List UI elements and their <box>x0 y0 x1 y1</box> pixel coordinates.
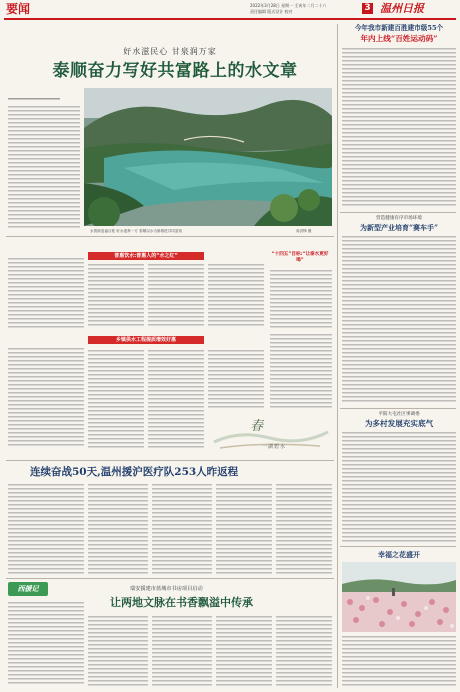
lead-byline <box>8 98 78 102</box>
right-mid-kicker: 营造健康有序市场环境 <box>376 216 422 221</box>
date-line: 2022年3月28日 星期一 壬寅年二月二十六 <box>250 3 327 8</box>
story3-logo <box>8 582 48 596</box>
section-title: 要闻 <box>6 2 31 16</box>
sub-heading-3-text: “十四五”目标:“让泰水更好喝” <box>271 252 329 263</box>
lead-divider <box>6 236 334 237</box>
calligraphy-text: 一湖碧水 <box>262 444 287 450</box>
lead-body-col4 <box>208 264 264 328</box>
photo-feature-title: 幸福之花盛开 <box>378 550 420 559</box>
right-rule-3 <box>340 546 456 547</box>
story2-col4 <box>216 484 272 574</box>
flower-field-image <box>342 562 456 632</box>
masthead <box>0 0 460 20</box>
lead-headline: 泰顺奋力写好共富路上的水文章 <box>52 61 298 81</box>
svg-text:春: 春 <box>250 419 264 434</box>
right-low-kicker: 平阳大屯社区事调委 <box>378 412 420 417</box>
story2-col5 <box>276 484 332 574</box>
photo-credit: 周洪锋 摄 <box>296 229 312 233</box>
story3-col1 <box>8 602 84 686</box>
story2-col1 <box>8 484 84 574</box>
story3-logo-text: 西援记 <box>17 585 39 593</box>
story3-headline: 让两地文脉在书香飘溢中传承 <box>110 596 253 609</box>
right-rule-2 <box>340 408 456 409</box>
lead-body-col7 <box>88 350 144 448</box>
lead-body-col3 <box>148 264 204 328</box>
lead-body-col2 <box>88 264 144 328</box>
lead-body-col10 <box>270 334 332 410</box>
right-mid-body <box>342 236 456 404</box>
story3-col2 <box>88 616 148 686</box>
lead-body-col6 <box>8 348 84 448</box>
story2-col2 <box>88 484 148 574</box>
reservoir-image <box>84 88 332 226</box>
column-divider <box>337 24 338 688</box>
photo-caption: 水资源造福百姓 好水滋养一方 泰顺以水为脉推进共同富裕 <box>90 229 183 233</box>
right-mid-headline: 为新型产业培育“赛车手” <box>359 223 439 232</box>
masthead-rule <box>4 18 456 20</box>
right-low-body <box>342 432 456 542</box>
calligraphy-art <box>210 412 334 456</box>
sub-heading-1: 普惠饮水:普惠人的“水之红” <box>88 252 204 260</box>
story3-col4 <box>216 616 272 686</box>
right-top-headline-2: 年内上线“百姓运动码” <box>360 34 438 43</box>
right-top-headline-1: 今年我市新建百胜建市级55个 <box>354 24 444 32</box>
story3-kicker: 瑞安援建市蓝城市书房项目启动 <box>130 586 203 592</box>
right-low-headline: 为多村发展充实底气 <box>364 419 434 428</box>
lead-body-col8 <box>148 350 204 448</box>
photo-feature-image <box>342 562 456 632</box>
editor-line: 责任编辑 版式设计 校对 <box>250 9 293 14</box>
lead-body-col5 <box>270 270 332 328</box>
story3-col5 <box>276 616 332 686</box>
right-rule-1 <box>340 212 456 213</box>
lead-intro-text <box>8 106 80 228</box>
story2-bottom-rule <box>6 578 334 579</box>
lead-bottom-rule <box>6 460 334 461</box>
lead-body-col9 <box>208 350 264 410</box>
story3-col3 <box>152 616 212 686</box>
sub-heading-2: 乡镇供水工程提质增效好惠 <box>88 336 204 344</box>
right-top-body <box>342 48 456 208</box>
lead-photo <box>84 88 332 226</box>
page-number: 3 <box>362 3 373 14</box>
story2-col3 <box>152 484 212 574</box>
lead-kicker: 好水滋民心 甘泉润万家 <box>123 47 217 56</box>
story2-headline: 连续奋战50天,温州援沪医疗队253人昨返程 <box>30 466 239 478</box>
sub-heading-3 <box>270 252 330 264</box>
photo-feature-caption <box>342 636 456 686</box>
paper-name: 温州日报 <box>380 2 424 15</box>
lead-body-col1 <box>8 258 84 328</box>
